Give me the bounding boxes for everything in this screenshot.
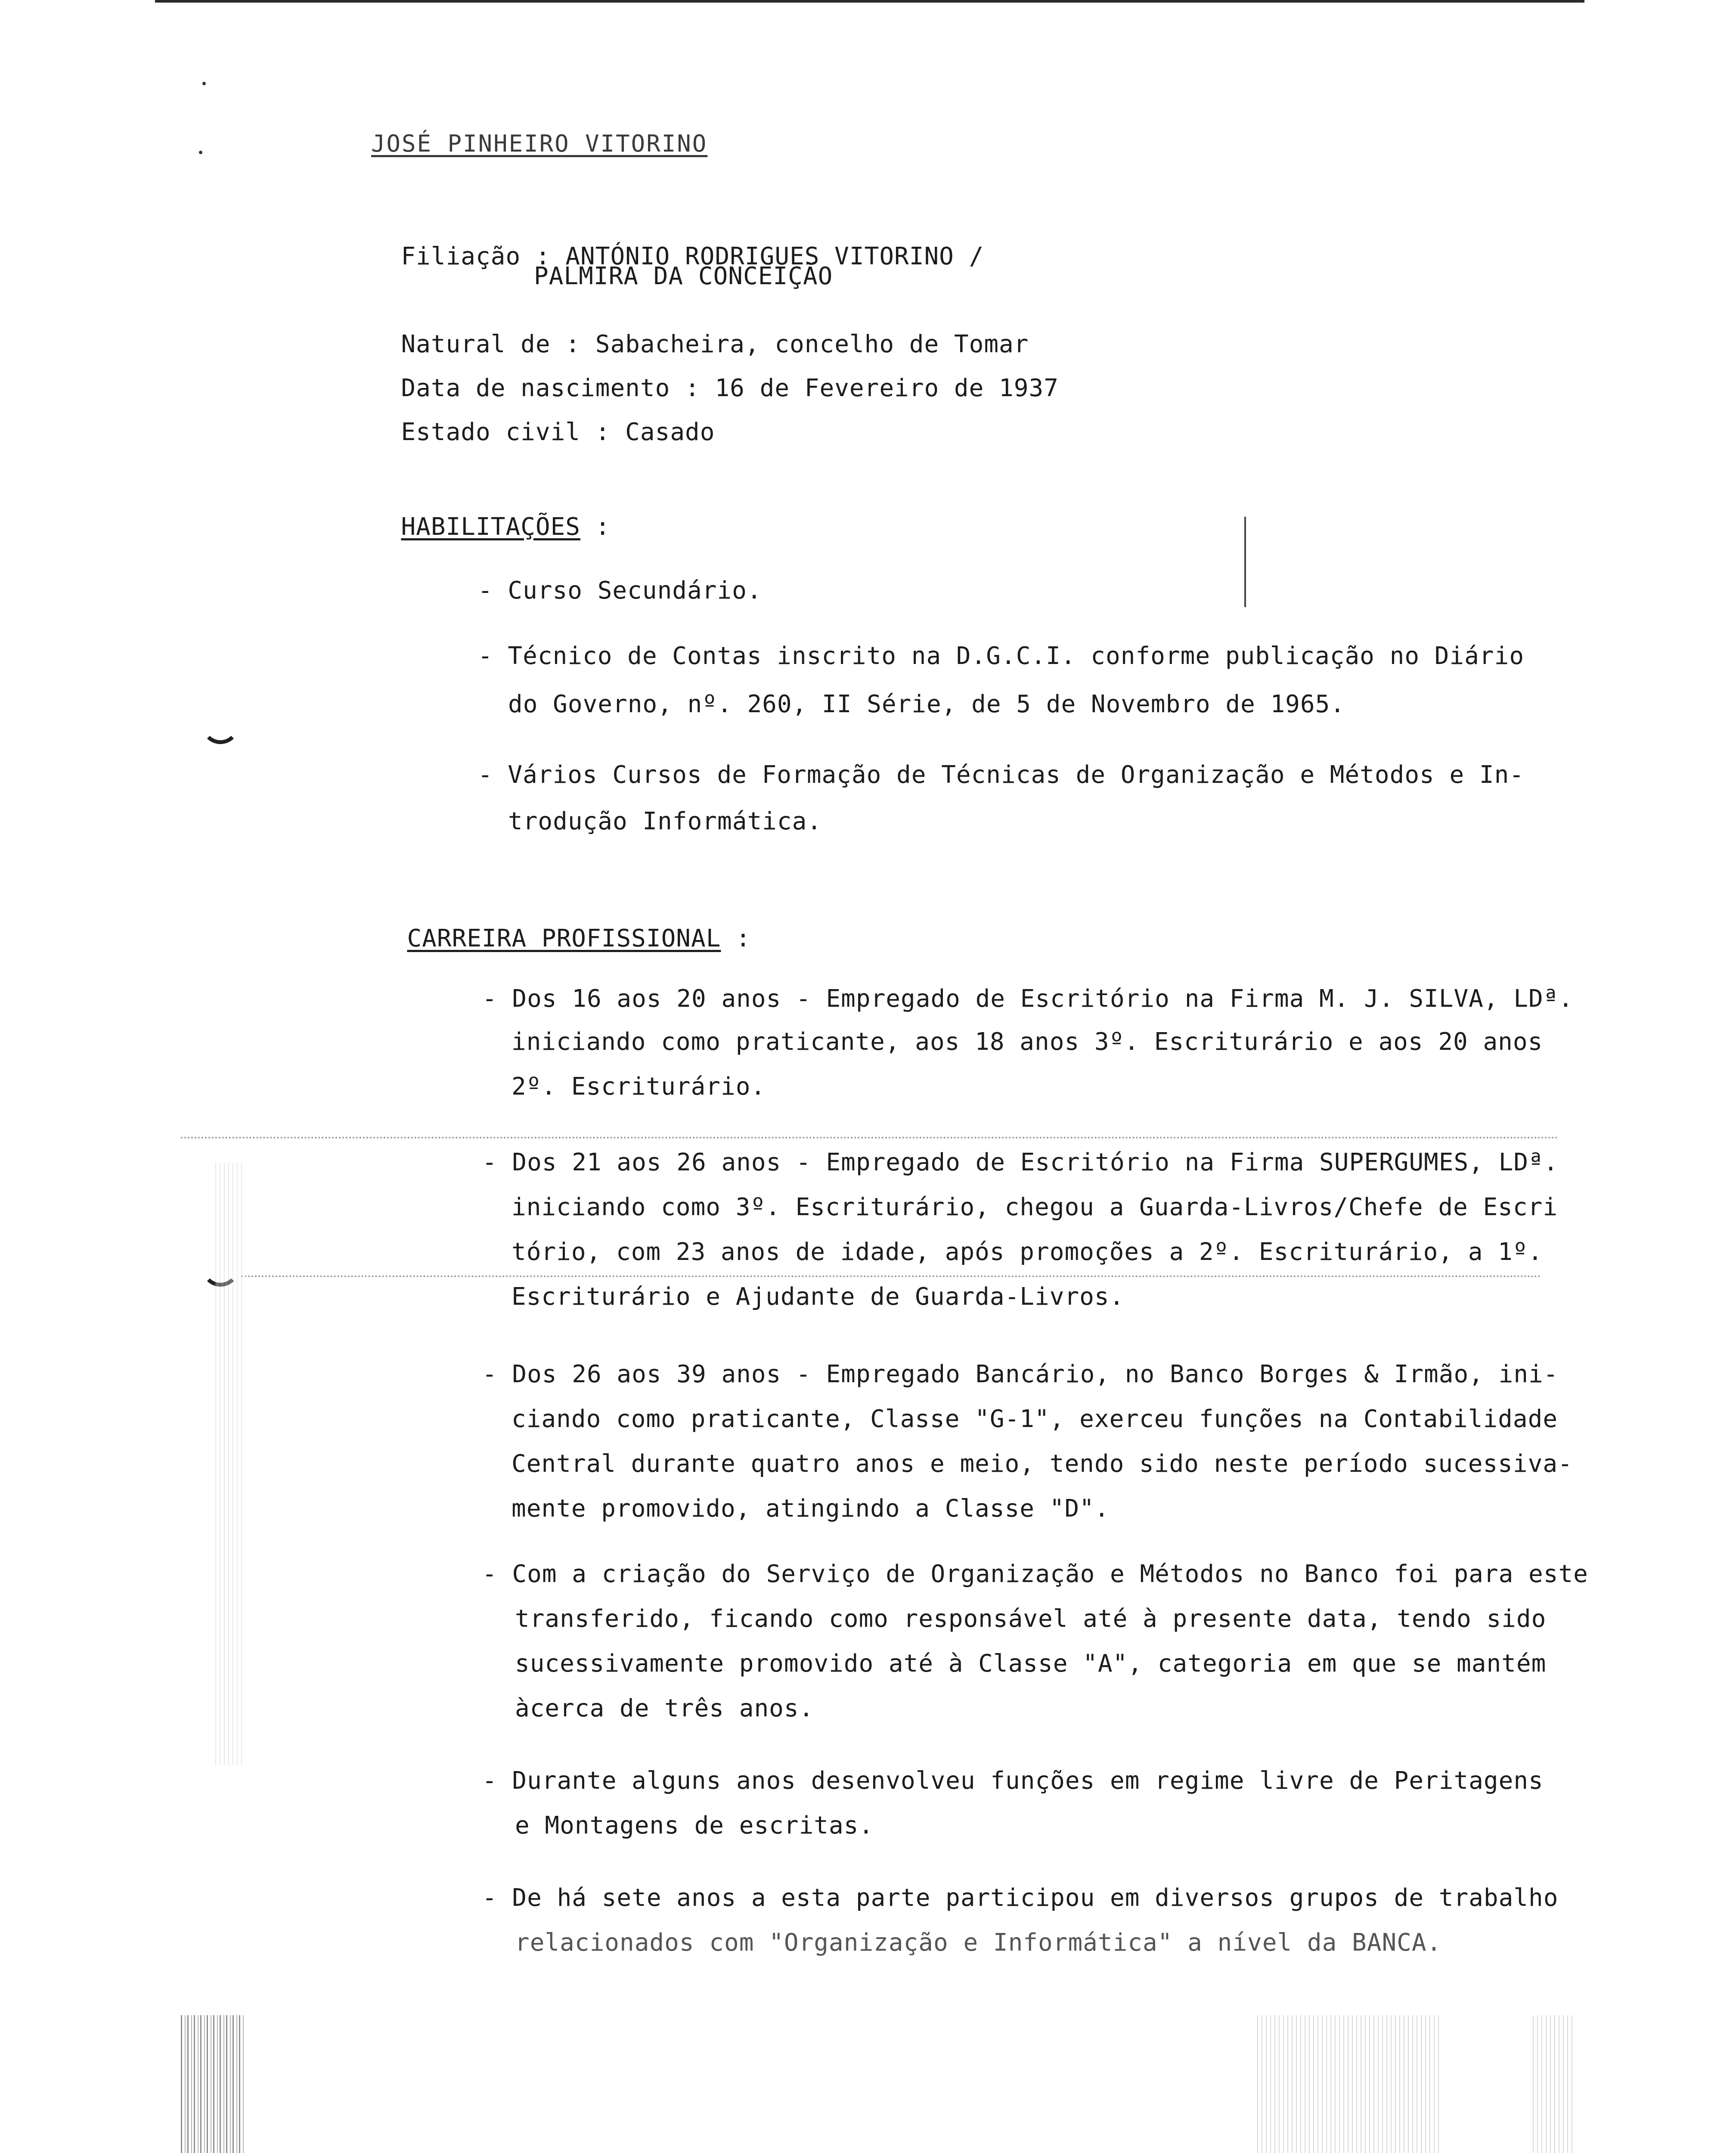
scan-noise-line	[241, 1275, 1541, 1277]
natural-row: Natural de : Sabacheira, concelho de Tomar	[401, 330, 1029, 358]
carreira-item-cont: àcerca de três anos.	[515, 1694, 814, 1722]
carreira-item-cont: e Montagens de escritas.	[515, 1812, 874, 1840]
carreira-heading-row: CARREIRA PROFISSIONAL :	[407, 924, 751, 952]
habilitacoes-item: - Vários Cursos de Formação de Técnicas de Organização e Métodos e In-	[478, 761, 1525, 789]
habilitacoes-heading-row: HABILITAÇÕES :	[401, 513, 611, 541]
nascimento-row: Data de nascimento : 16 de Fevereiro de 1937	[401, 374, 1059, 402]
carreira-item-cont: sucessivamente promovido até à Classe "A", categoria em que se mantém	[515, 1650, 1547, 1678]
carreira-item-cont: Escriturário e Ajudante de Guarda-Livros.	[512, 1283, 1125, 1311]
nascimento-value: 16 de Fevereiro de 1937	[715, 374, 1059, 402]
estado-civil-row: Estado civil : Casado	[401, 418, 715, 446]
natural-label: Natural de	[401, 330, 551, 358]
natural-value: Sabacheira, concelho de Tomar	[595, 330, 1029, 358]
carreira-item-cont: transferido, ficando como responsável até à presente data, tendo sido	[515, 1605, 1547, 1633]
habilitacoes-item-cont: do Governo, nº. 260, II Série, de 5 de Novembro de 1965.	[508, 690, 1345, 718]
carreira-item-cont: iniciando como praticante, aos 18 anos 3º. Escriturário e aos 20 anos	[512, 1028, 1543, 1056]
carreira-item: - Durante alguns anos desenvolveu funções em regime livre de Peritagens	[482, 1767, 1544, 1795]
carreira-item-cont: iniciando como 3º. Escriturário, chegou a Guarda-Livros/Chefe de Escri	[512, 1193, 1558, 1221]
scan-margin-band	[1257, 2015, 1442, 2153]
scan-tick	[1244, 517, 1246, 607]
carreira-item-cont: 2º. Escriturário.	[512, 1073, 766, 1101]
carreira-heading: CARREIRA PROFISSIONAL	[407, 924, 721, 952]
carreira-item: - De há sete anos a esta parte participou em diversos grupos de trabalho	[482, 1884, 1559, 1912]
page-top-border	[155, 0, 1584, 3]
habilitacoes-item: - Técnico de Contas inscrito na D.G.C.I. conforme publicação no Diário	[478, 642, 1525, 670]
estado-civil-label: Estado civil	[401, 418, 581, 446]
scan-margin-band	[215, 1163, 245, 1765]
filiacao-mother: PALMIRA DA CONCEIÇÃO	[534, 262, 833, 290]
filiacao-label: Filiação	[401, 242, 521, 270]
carreira-item-cont: Central durante quatro anos e meio, tendo sido neste período sucessiva-	[512, 1450, 1573, 1478]
filiacao-row: Filiação : ANTÓNIO RODRIGUES VITORINO /	[401, 242, 984, 270]
carreira-item-cont: relacionados com "Organização e Informática" a nível da BANCA.	[515, 1929, 1442, 1957]
scan-noise-line	[181, 1137, 1559, 1139]
carreira-item: - Dos 26 aos 39 anos - Empregado Bancário, no Banco Borges & Irmão, ini-	[482, 1360, 1559, 1388]
habilitacoes-item: - Curso Secundário.	[478, 577, 762, 605]
carreira-item-cont: tório, com 23 anos de idade, após promoções a 2º. Escriturário, a 1º.	[512, 1238, 1543, 1266]
nascimento-label: Data de nascimento	[401, 374, 670, 402]
person-name: JOSÉ PINHEIRO VITORINO	[371, 130, 708, 157]
scan-speck	[199, 151, 202, 154]
carreira-item-cont: mente promovido, atingindo a Classe "D".	[512, 1495, 1110, 1523]
carreira-item-cont: ciando como praticante, Classe "G-1", exerceu funções na Contabilidade	[512, 1405, 1558, 1433]
punch-hole-mark	[202, 706, 239, 744]
carreira-item: - Dos 21 aos 26 anos - Empregado de Escritório na Firma SUPERGUMES, LDª.	[482, 1148, 1559, 1176]
habilitacoes-item-cont: trodução Informática.	[508, 807, 822, 835]
estado-civil-value: Casado	[625, 418, 715, 446]
scan-margin-band	[1533, 2015, 1576, 2153]
carreira-item: - Com a criação do Serviço de Organização e Métodos no Banco foi para este	[482, 1560, 1588, 1588]
carreira-item: - Dos 16 aos 20 anos - Empregado de Escritório na Firma M. J. SILVA, LDª.	[482, 985, 1574, 1013]
filiacao-father: ANTÓNIO RODRIGUES VITORINO /	[565, 242, 984, 270]
scan-speck	[202, 82, 206, 85]
scan-margin-band	[181, 2015, 245, 2153]
habilitacoes-heading: HABILITAÇÕES	[401, 513, 581, 541]
